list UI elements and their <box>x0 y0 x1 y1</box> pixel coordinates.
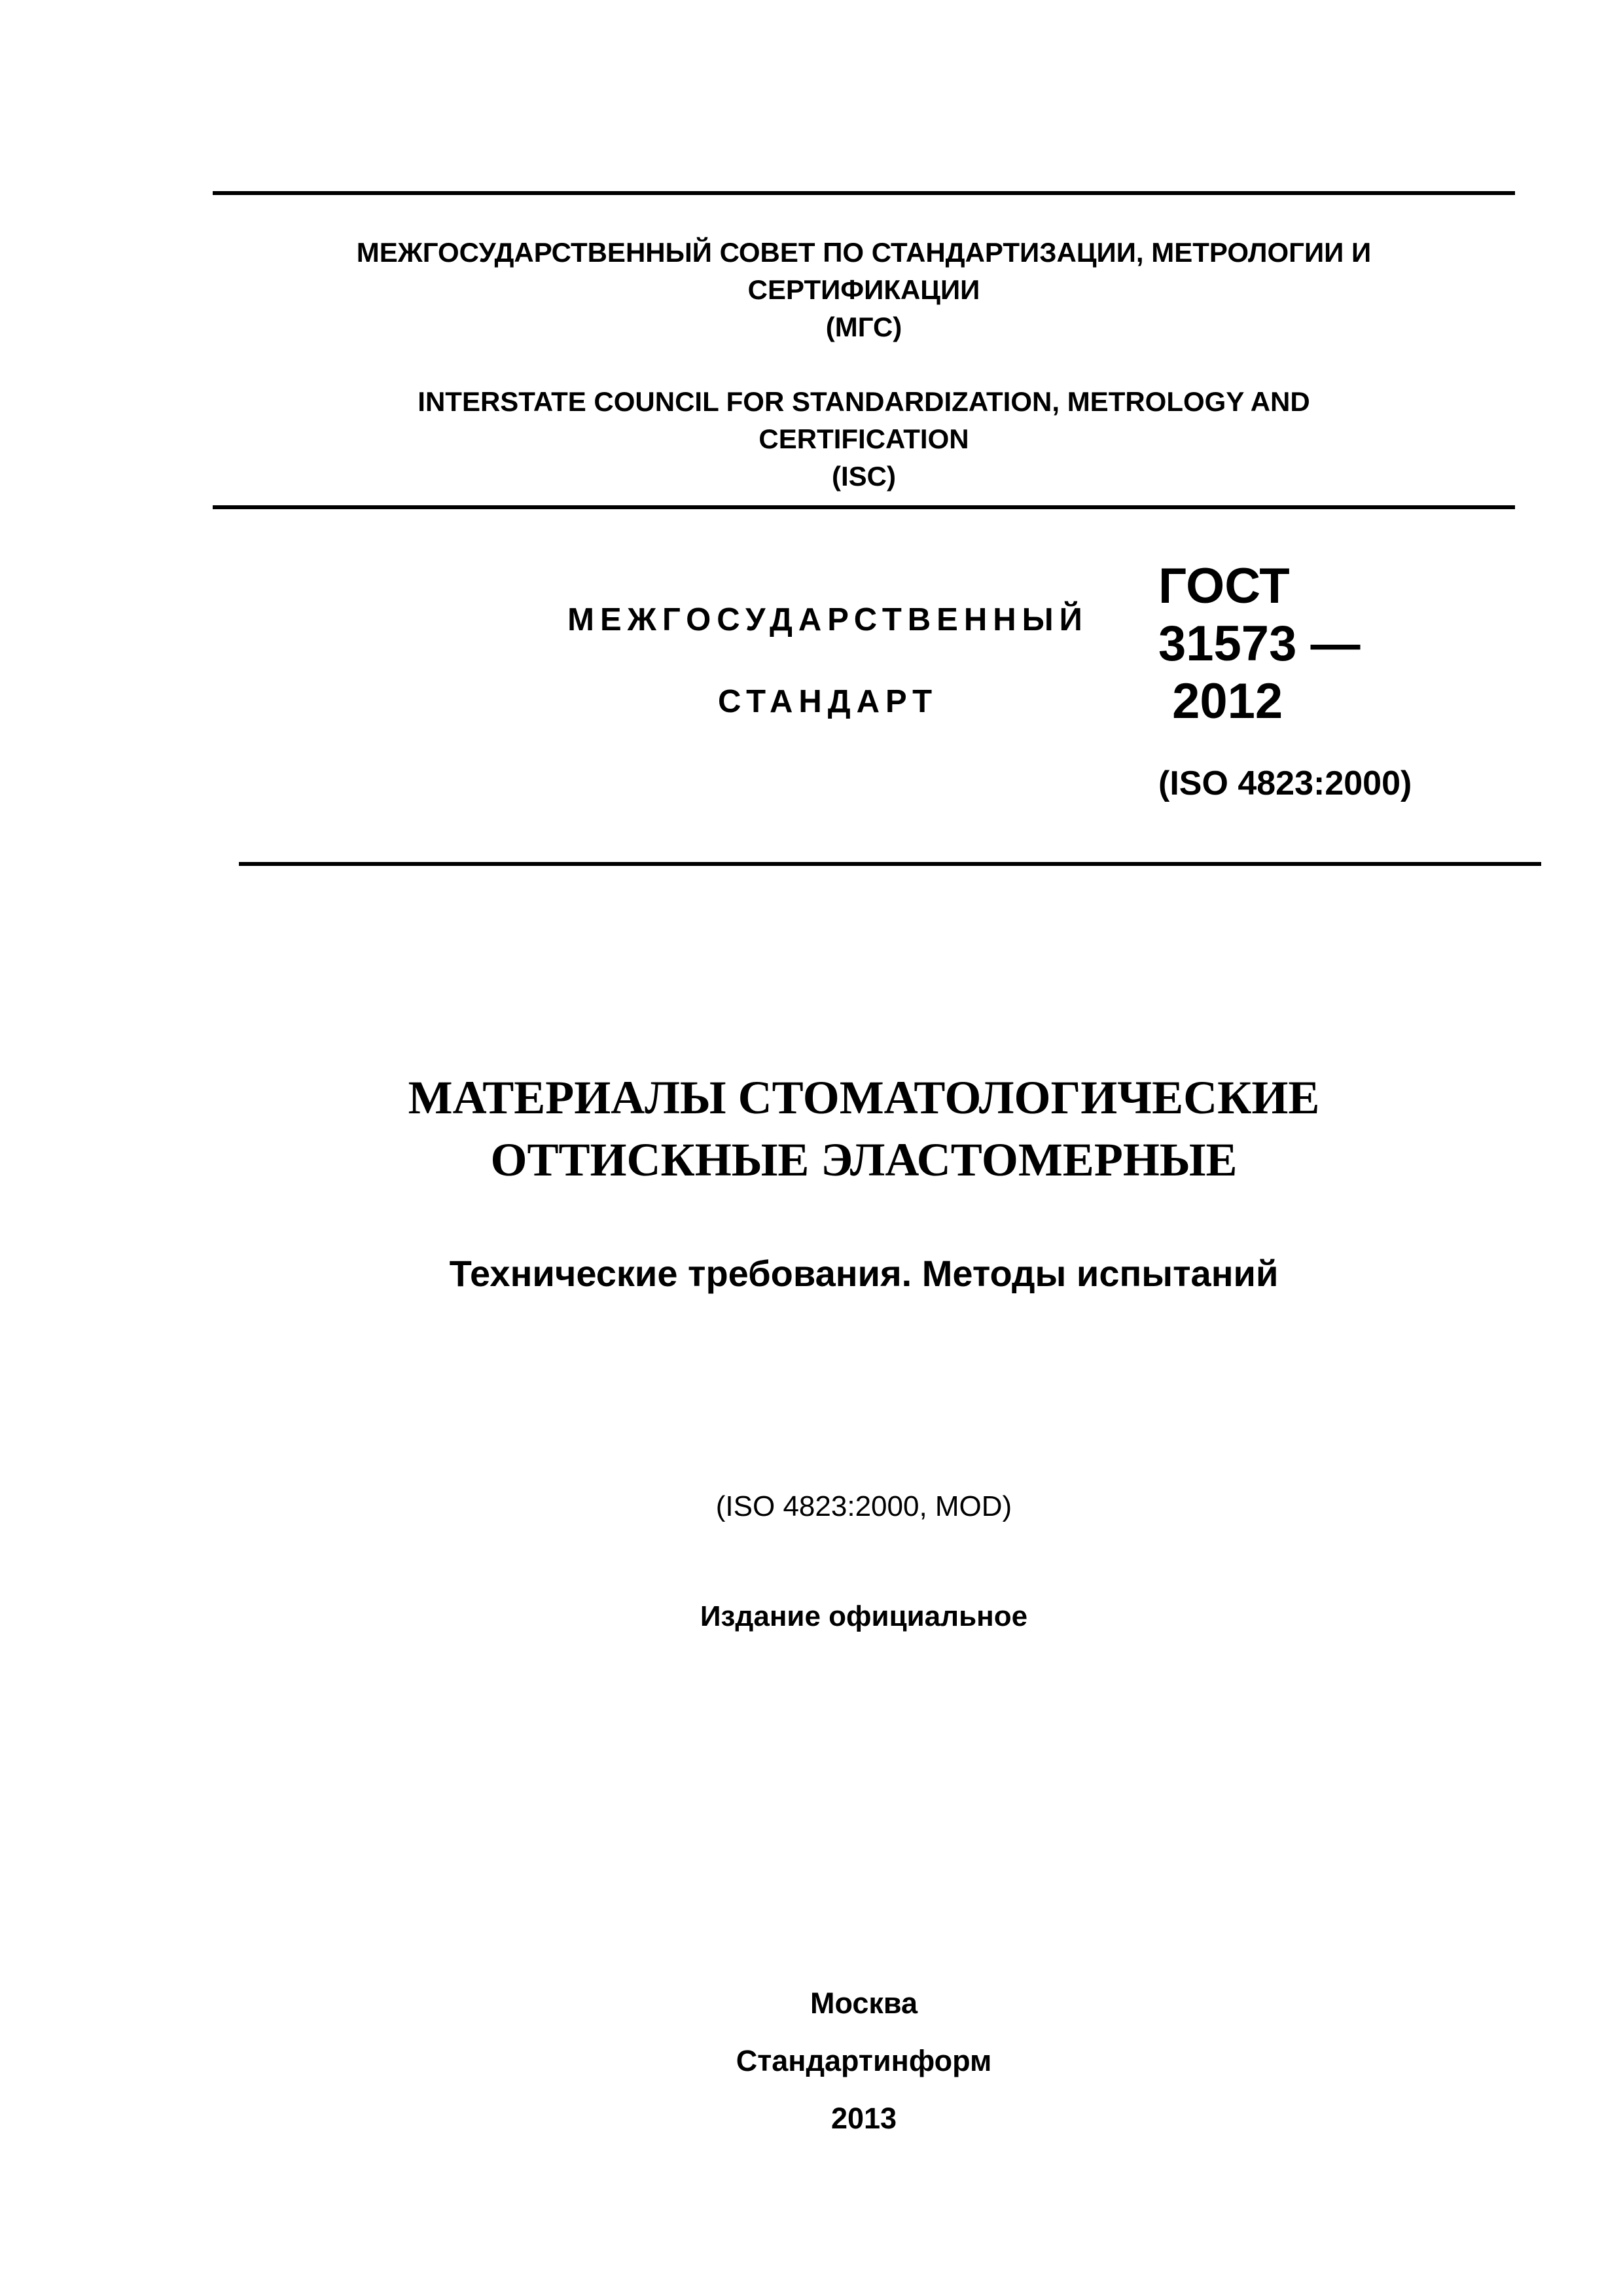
imprint-year: 2013 <box>830 2102 897 2135</box>
designation-bottom-rule <box>239 862 1541 866</box>
standard-kind <box>517 579 1139 743</box>
council-name-en <box>209 383 1518 495</box>
header-bottom-rule <box>213 505 1515 509</box>
gost-label: ГОСТ <box>1158 558 1290 614</box>
council-en-line-1: INTERSTATE COUNCIL FOR STANDARDIZATION, METROLOGY AND <box>418 386 1310 417</box>
edition-note <box>209 1597 1518 1636</box>
council-ru-abbrev: (МГС) <box>825 312 902 342</box>
title-line-1: МАТЕРИАЛЫ СТОМАТОЛОГИЧЕСКИЕ <box>408 1071 1320 1124</box>
gost-year: 2012 <box>1158 673 1283 729</box>
imprint <box>209 1975 1518 2147</box>
council-en-line-2: CERTIFICATION <box>758 423 969 454</box>
imprint-publisher: Стандартинформ <box>736 2044 992 2077</box>
council-en-abbrev: (ISC) <box>832 461 896 492</box>
edition-text: Издание официальное <box>700 1600 1028 1632</box>
council-ru-line-2: СЕРТИФИКАЦИИ <box>747 274 980 305</box>
standard-kind-line-1: МЕЖГОСУДАРСТВЕННЫЙ <box>567 602 1088 637</box>
top-rule <box>213 191 1515 195</box>
gost-designation <box>1158 558 1360 730</box>
subtitle-text: Технические требования. Методы испытаний <box>449 1253 1279 1294</box>
gost-number: 31573 — <box>1158 616 1361 672</box>
document-subtitle <box>209 1250 1518 1297</box>
iso-reference: (ISO 4823:2000) <box>1158 764 1412 802</box>
council-ru-line-1: МЕЖГОСУДАРСТВЕННЫЙ СОВЕТ ПО СТАНДАРТИЗАЦИИ, МЕТРОЛОГИИ И <box>356 237 1372 268</box>
document-title <box>209 1067 1518 1191</box>
harmonization-note <box>209 1487 1518 1526</box>
council-name-ru <box>209 234 1518 346</box>
title-line-2: ОТТИСКНЫЕ ЭЛАСТОМЕРНЫЕ <box>490 1134 1238 1186</box>
harmonization-text: (ISO 4823:2000, MOD) <box>715 1490 1012 1522</box>
standard-kind-line-2: СТАНДАРТ <box>717 684 938 719</box>
imprint-city: Москва <box>810 1986 918 2020</box>
